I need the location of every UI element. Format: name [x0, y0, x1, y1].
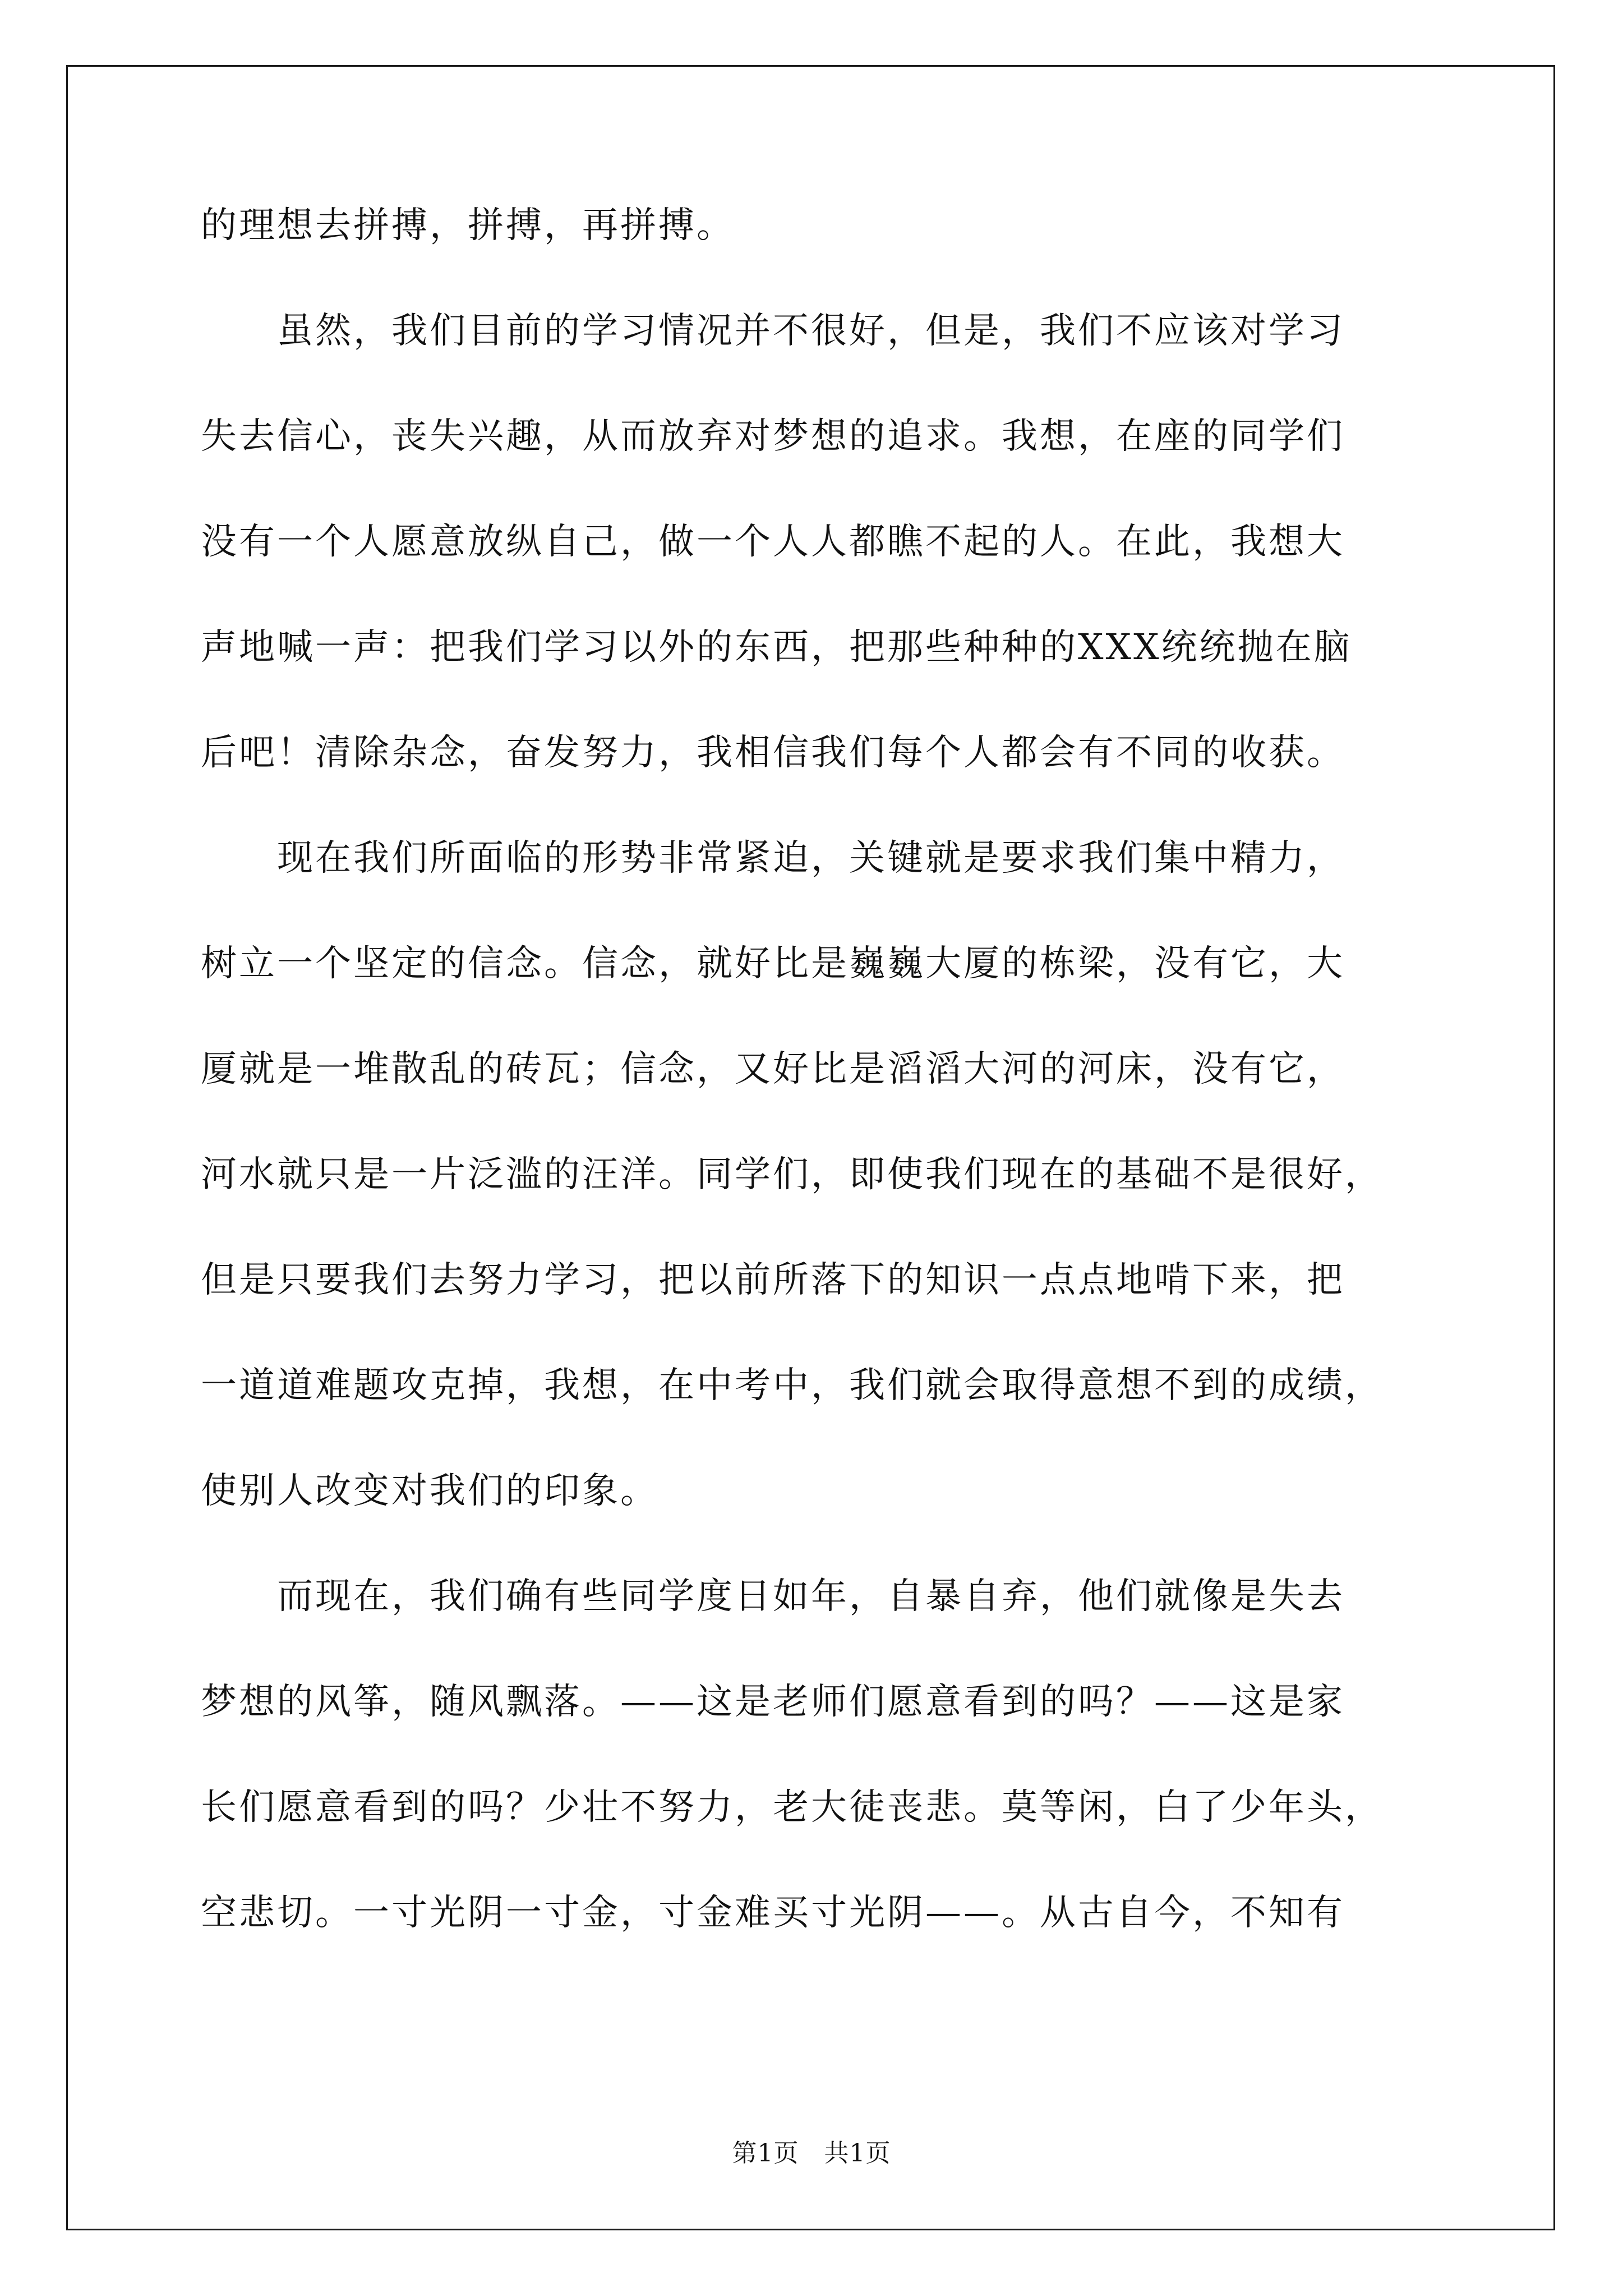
- text-line: 厦就是一堆散乱的砖瓦；信念，又好比是滔滔大河的河床，没有它，: [201, 1048, 1345, 1090]
- text-line: 没有一个人愿意放纵自己，做一个人人都瞧不起的人。在此，我想大: [201, 521, 1345, 563]
- text-line: 虽然，我们目前的学习情况并不很好，但是，我们不应该对学习: [201, 310, 1345, 352]
- text-line: 声地喊一声：把我们学习以外的东西，把那些种种的XXX统统抛在脑: [201, 627, 1352, 668]
- text-line: 而现在，我们确有些同学度日如年，自暴自弃，他们就像是失去: [201, 1576, 1345, 1617]
- text-line: 现在我们所面临的形势非常紧迫，关键就是要求我们集中精力，: [201, 838, 1345, 879]
- text-line: 失去信心，丧失兴趣，从而放弃对梦想的追求。我想，在座的同学们: [201, 416, 1345, 457]
- page-number-footer: 第1页 共1页: [732, 2139, 891, 2168]
- text-line: 后吧！清除杂念，奋发努力，我相信我们每个人都会有不同的收获。: [201, 732, 1345, 774]
- text-line: 的理想去拼搏，拼搏，再拼搏。: [201, 205, 735, 246]
- text-line: 空悲切。一寸光阴一寸金，寸金难买寸光阴——。从古自今，不知有: [201, 1892, 1345, 1934]
- text-line: 河水就只是一片泛滥的汪洋。同学们，即使我们现在的基础不是很好，: [201, 1154, 1383, 1195]
- text-line: 树立一个坚定的信念。信念，就好比是巍巍大厦的栋梁，没有它，大: [201, 943, 1345, 984]
- text-line: 一道道难题攻克掉，我想，在中考中，我们就会取得意想不到的成绩，: [201, 1365, 1383, 1406]
- text-line: 使别人改变对我们的印象。: [201, 1470, 658, 1512]
- text-line: 长们愿意看到的吗？少壮不努力，老大徒丧悲。莫等闲，白了少年头，: [201, 1787, 1383, 1828]
- text-line: 但是只要我们去努力学习，把以前所落下的知识一点点地啃下来，把: [201, 1259, 1345, 1301]
- text-line: 梦想的风筝，随风飘落。——这是老师们愿意看到的吗？——这是家: [201, 1681, 1345, 1723]
